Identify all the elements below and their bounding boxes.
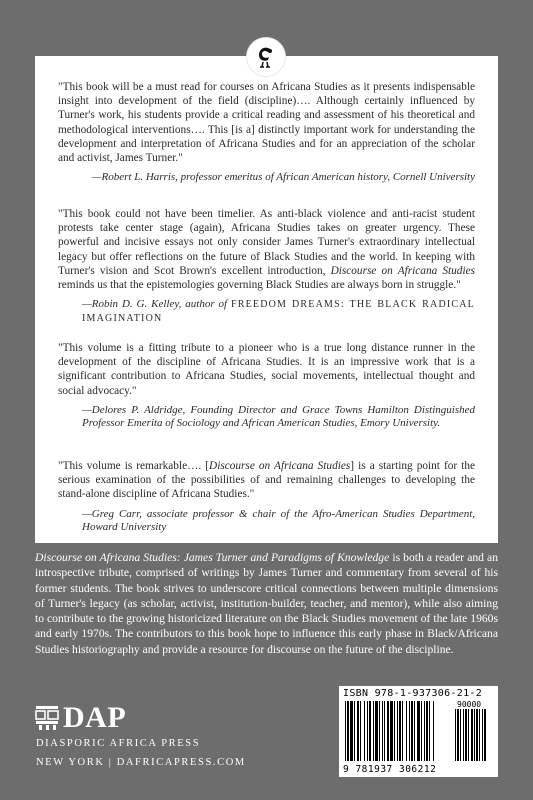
barcode-bar: [375, 701, 378, 761]
barcode-bar: [426, 701, 428, 761]
barcode-bar: [414, 701, 415, 761]
publisher-emblem: [247, 38, 285, 76]
barcode-bar: [369, 701, 371, 761]
barcode-bar: [433, 701, 434, 761]
barcode-bar: [382, 701, 383, 761]
barcode-addon-bar: [465, 709, 467, 761]
barcode-number: 9 781937 306212: [343, 764, 437, 775]
quote-text: "This book could not have been timelier. As anti-black violence and anti-racist student protests take center stage (again), Africana Studies takes on greater urgency. These powerful and incisive essays not only consider James Turner's extraordinary intellectual legacy but offer reflections on the future of Black Studies and the world. In keeping with Turner's vision and Scot Brown's excellent introduction, Discourse on Africana Studies reminds us that the epistemologies governing Black Studies are always born in struggle.": [58, 208, 475, 292]
barcode-bar: [399, 701, 401, 761]
quote-1: [58, 80, 475, 185]
publisher-logo-text: DAP: [63, 701, 127, 734]
barcode-bar: [421, 701, 422, 761]
barcode-addon-bar: [474, 709, 475, 761]
barcode-bar: [350, 701, 353, 761]
barcode-bar: [347, 701, 349, 761]
barcode-bar: [390, 701, 393, 761]
barcode-bar: [364, 701, 365, 761]
barcode-addon-number: 90000: [457, 701, 482, 709]
quote-text: "This book will be a must read for courses on Africana Studies as it presents indispensable insight into development of the field (discipline)…. Although certainly influenced by Turner's work, his students provide a critical reading and assessment of his theoretical and methodological interventions…. This [is a] distinctly important work for understanding the development and interpretation of Africana Studies and for an appreciation of the scholar and activist, James Turner.": [58, 81, 475, 165]
quote-3: [58, 341, 475, 431]
barcode-addon-bar: [476, 709, 478, 761]
barcode-bar: [409, 701, 410, 761]
barcode-bar: [429, 701, 430, 761]
publisher-bird-icon: [256, 45, 276, 69]
barcode-addon-bar: [460, 709, 461, 761]
barcode-addon-bar: [482, 709, 483, 761]
barcode-addon-bar: [457, 709, 459, 761]
dap-logo-mark-icon: [35, 705, 59, 731]
barcode-bar: [397, 701, 398, 761]
barcode-addon-bar: [468, 709, 469, 761]
barcode-bar: [345, 701, 346, 761]
quote-2: [58, 207, 475, 325]
isbn-barcode: [339, 686, 498, 777]
isbn-label: ISBN 978-1-937306-21-2: [343, 688, 483, 699]
barcode-bar: [373, 701, 374, 761]
barcode-bar: [384, 701, 385, 761]
barcode-addon-bar: [463, 709, 464, 761]
quote-text: "This volume is a fitting tribute to a pioneer who is a true long distance runner in the development of the discipline of Africana Studies. It is an impressive work that is a significant contribution to Africana Studies, social movements, intellectual thought and social advocacy.": [58, 342, 475, 397]
praise-panel: [35, 56, 498, 543]
barcode-bar: [406, 701, 407, 761]
quote-4: [58, 459, 475, 535]
barcode-bars: [343, 701, 493, 763]
book-description: Discourse on Africana Studies: James Turner and Paradigms of Knowledge is both a reader and an introspective tribute, comprised of writings by James Turner and commentary from several of his former students. The book strives to underscore critical connections between multiple dimensions of Turner's legacy (as scholar, activist, institution-builder, teacher, and mentor), while also aiming to contribute to the growing historicized literature on the Black Studies movement of the late 1960s and early 1970s. The contributors to this book hope to influence this early phase in Black/Africana Studies historiography and provide a resource for discourse on the future of the discipline.: [35, 551, 498, 656]
barcode-addon-bar: [455, 709, 456, 761]
book-title: Discourse on Africana Studies: James Turner and Paradigms of Knowledge: [35, 551, 390, 564]
quote-attribution: —Robin D. G. Kelley, author of FREEDOM DREAMS: THE BLACK RADICAL IMAGINATION: [82, 298, 475, 324]
barcode-bar: [387, 701, 389, 761]
quote-attribution: —Greg Carr, associate professor & chair of the Afro-American Studies Department, Howard University: [82, 507, 475, 534]
barcode-addon-bar: [471, 709, 473, 761]
barcode-bar: [402, 701, 403, 761]
barcode-bar: [357, 701, 359, 761]
quote-attribution: —Robert L. Harris, professor emeritus of African American history, Cornell University: [91, 171, 475, 184]
barcode-addon-bar: [484, 709, 486, 761]
barcode-bar: [367, 701, 368, 761]
publisher-name: DIASPORIC AFRICA PRESS: [36, 738, 201, 749]
barcode-bar: [424, 701, 425, 761]
barcode-bar: [394, 701, 395, 761]
barcode-bar: [354, 701, 355, 761]
publisher-location: NEW YORK | DAFRICAPRESS.COM: [36, 757, 246, 768]
barcode-bar: [379, 701, 380, 761]
quote-attribution: —Delores P. Aldridge, Founding Director and Grace Towns Hamilton Distinguished Professor Emerita of Sociology and African American Studies, Emory University.: [82, 403, 475, 430]
barcode-addon-bar: [479, 709, 480, 761]
quote-text: "This volume is remarkable…. [Discourse on Africana Studies] is a starting point for the serious examination of the possibilities of and remaining challenges to developing the stand-alone discipline of Africana Studies.": [58, 460, 476, 501]
barcode-bar: [417, 701, 420, 761]
barcode-bar: [360, 701, 361, 761]
barcode-bar: [411, 701, 413, 761]
